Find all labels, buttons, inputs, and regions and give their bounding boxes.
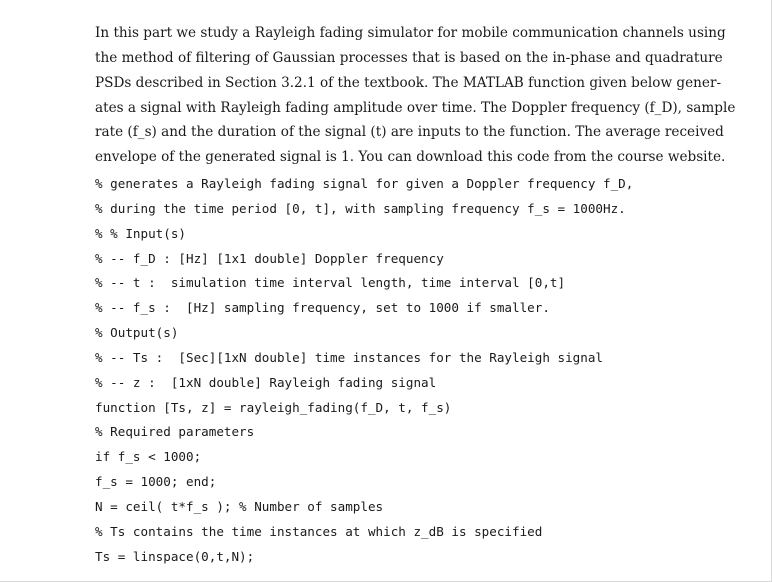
intro-line: In this part we study a Rayleigh fading simulator for mobile communication channels using	[95, 25, 726, 41]
code-line: N = ceil( t*f_s ); % Number of samples	[95, 498, 384, 514]
code-line: % during the time period [0, t], with sampling frequency f_s = 1000Hz.	[95, 200, 626, 216]
intro-paragraph	[95, 21, 736, 170]
code-line: % -- t : simulation time interval length, time interval [0,t]	[95, 275, 566, 291]
code-line: % -- f_D : [Hz] [1x1 double] Doppler frequency	[95, 250, 444, 266]
code-line: % % Input(s)	[95, 225, 186, 241]
code-line: if f_s < 1000;	[95, 449, 202, 465]
code-line: % Output(s)	[95, 325, 179, 341]
code-line: function [Ts, z] = rayleigh_fading(f_D, t, f_s)	[95, 399, 452, 415]
code-line: % -- z : [1xN double] Rayleigh fading signal	[95, 374, 437, 390]
code-line: % Required parameters	[95, 424, 255, 440]
matlab-code-listing	[95, 172, 633, 570]
code-line: % Ts contains the time instances at which z_dB is specified	[95, 523, 543, 539]
code-line: Ts = linspace(0,t,N);	[95, 548, 255, 564]
code-line: % -- Ts : [Sec][1xN double] time instances for the Rayleigh signal	[95, 349, 603, 365]
code-line: % -- f_s : [Hz] sampling frequency, set to 1000 if smaller.	[95, 300, 550, 316]
intro-line: PSDs described in Section 3.2.1 of the textbook. The MATLAB function given below gener-	[95, 74, 722, 91]
intro-line: the method of filtering of Gaussian processes that is based on the in-phase and quadrature	[95, 49, 723, 66]
intro-line: ates a signal with Rayleigh fading amplitude over time. The Doppler frequency (f_D), sample	[95, 99, 736, 116]
intro-line: envelope of the generated signal is 1. You can download this code from the course website.	[95, 149, 726, 166]
code-line: % generates a Rayleigh fading signal for given a Doppler frequency f_D,	[95, 176, 634, 191]
code-line: f_s = 1000; end;	[95, 474, 217, 490]
intro-line: rate (f_s) and the duration of the signal (t) are inputs to the function. The average received	[95, 124, 724, 141]
